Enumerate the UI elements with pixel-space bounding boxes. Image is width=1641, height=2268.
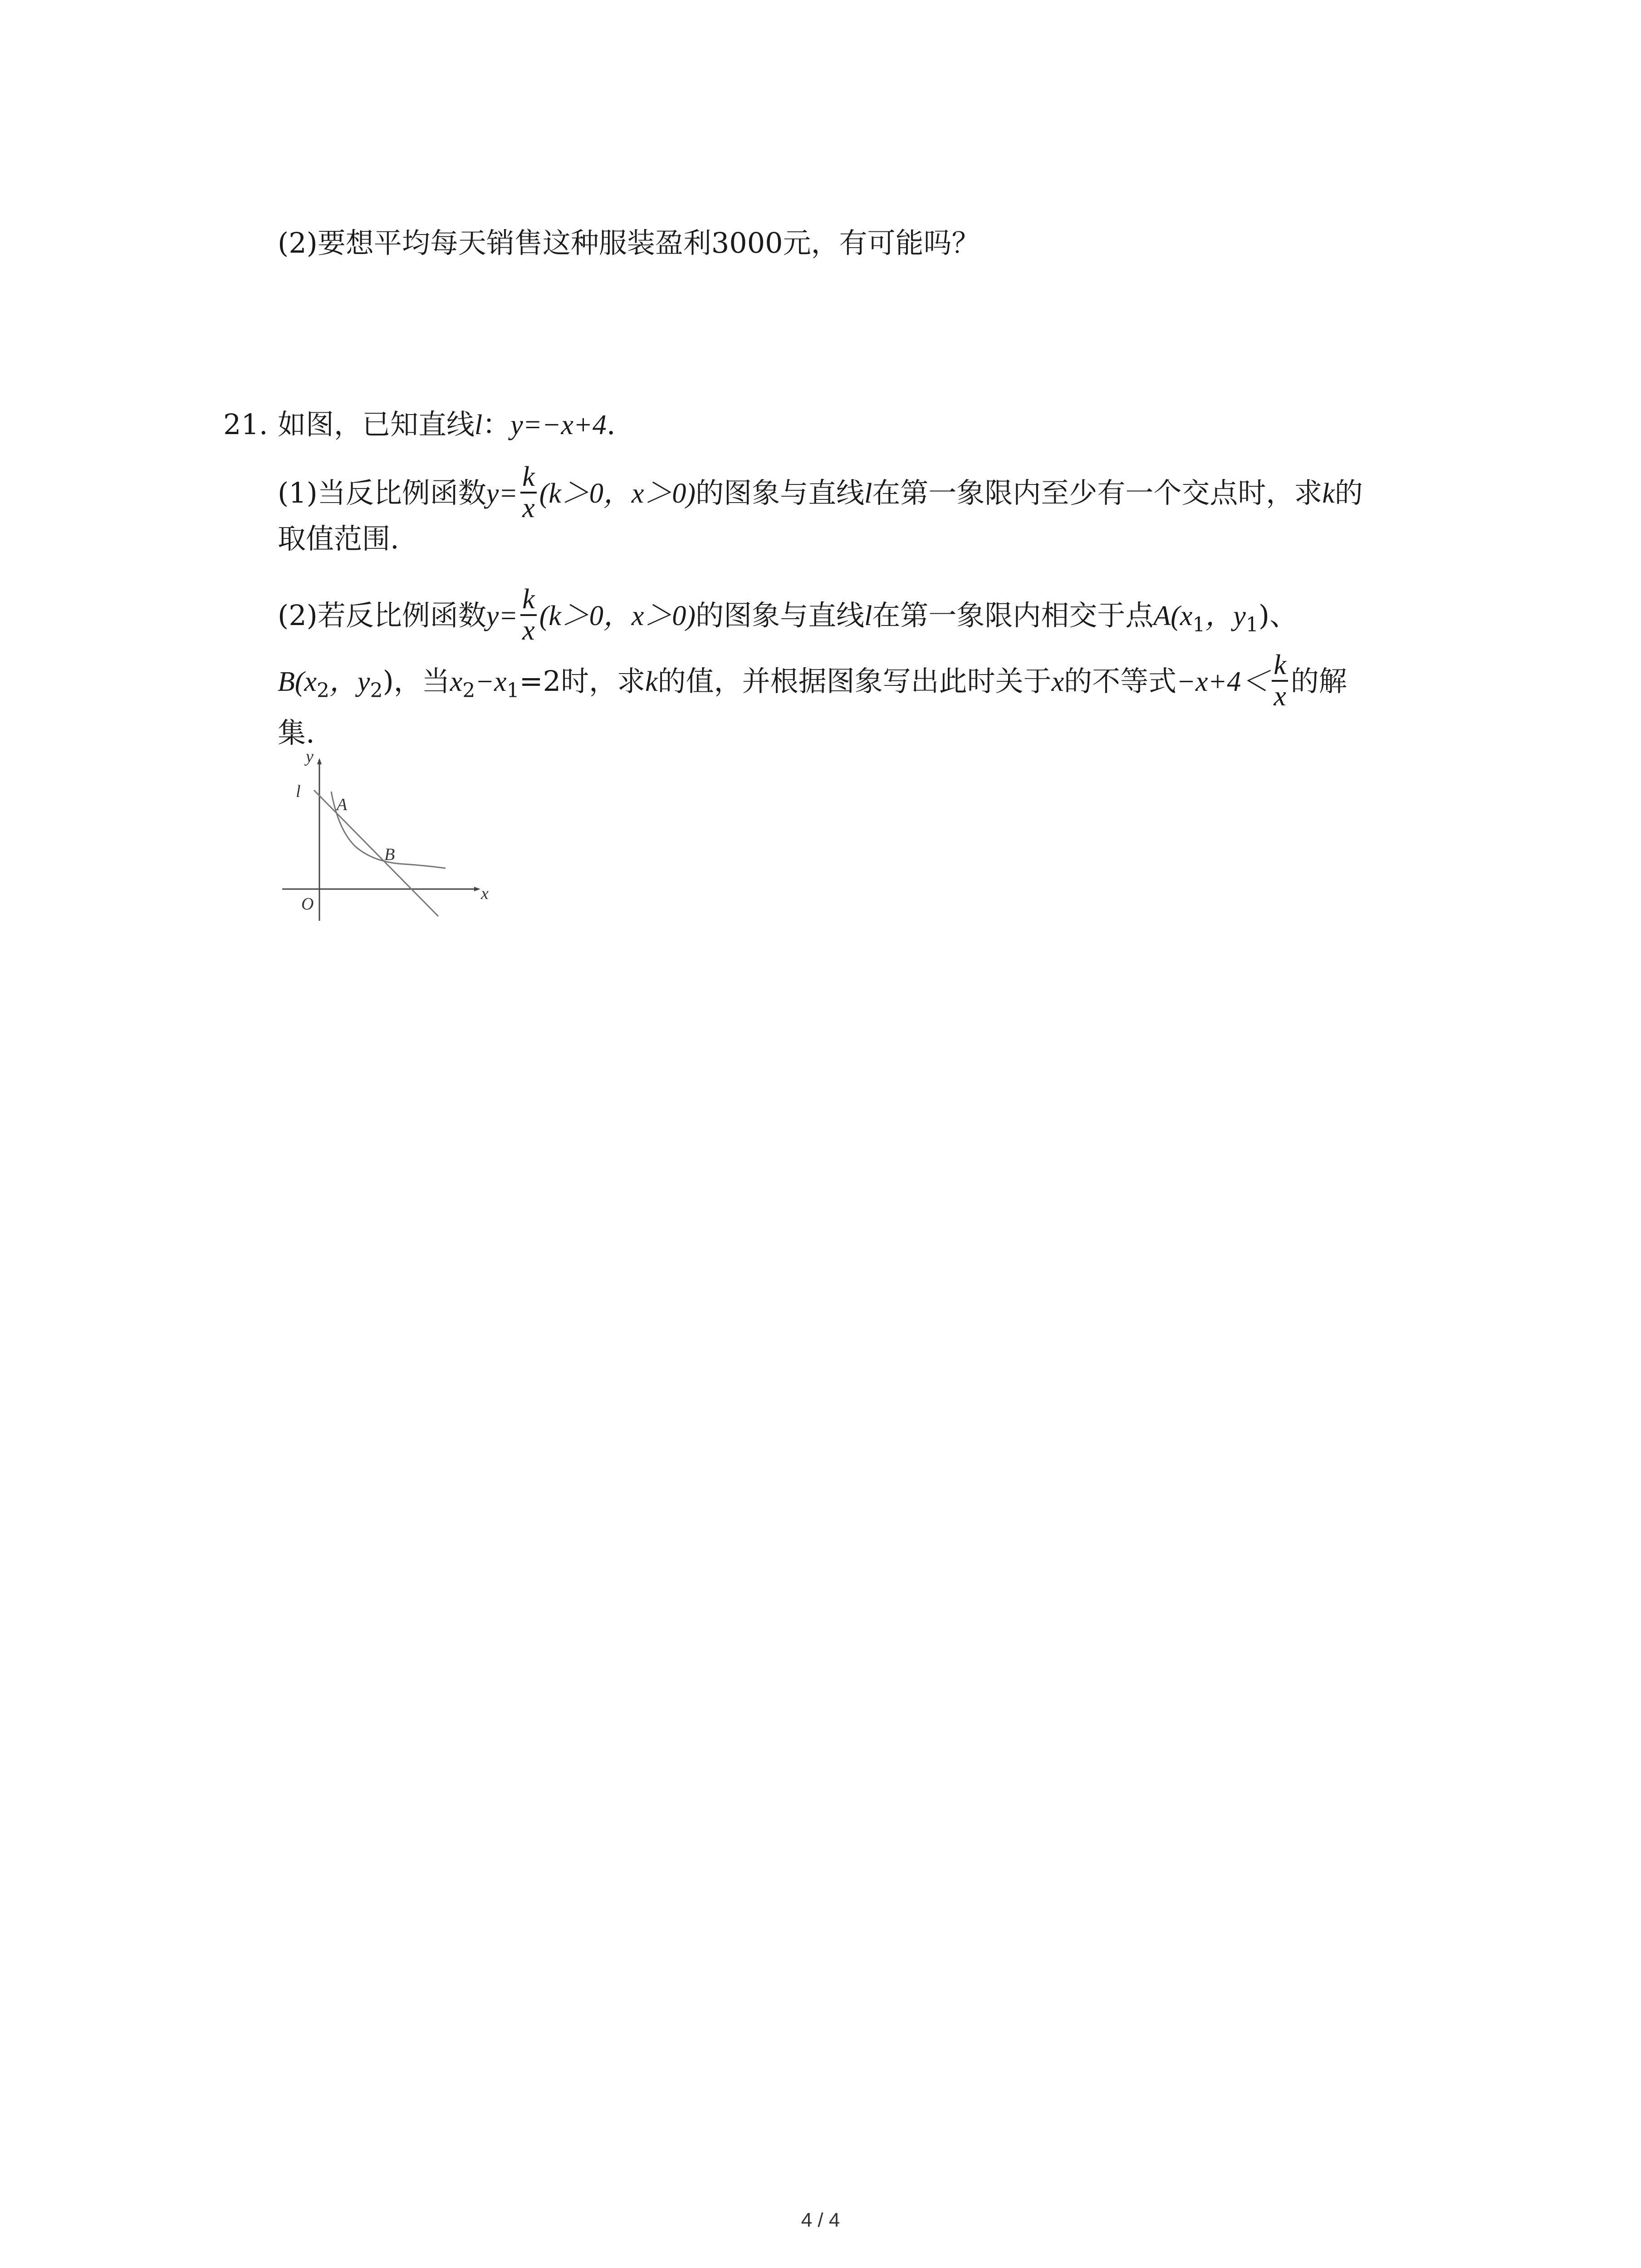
- fraction-k-over-x: $\frac{k}{x}$: [520, 585, 537, 645]
- point-label-a: A: [337, 795, 348, 814]
- axis-label-x: x: [481, 884, 489, 903]
- q21-part2-line1: (2)若反比例函数y= $\frac{k}{x}$ (k＞0，x＞0)的图象与直线l在第一象限内相交于点$A(x_1$，$y_1$)、: [278, 584, 1298, 646]
- fraction-k-over-x: $\frac{k}{x}$: [520, 462, 537, 523]
- q21-intro: 如图，已知直线l：y=−x+4.: [278, 408, 616, 441]
- page-number: 4 / 4: [801, 2209, 840, 2231]
- axis-label-y: y: [306, 753, 314, 766]
- q21-part1-line1: (1)当反比例函数y= $\frac{k}{x}$ (k＞0，x＞0)的图象与直线l在第一象限内至少有一个交点时，求k的: [278, 461, 1363, 524]
- q21-part2-line2: $B(x_2$，$y_2$)，当$x_2-x_1=2$时，求k的值，并根据图象写出此时关于x的不等式−x+4＜ $\frac{k}{x}$ 的解: [278, 650, 1347, 712]
- line-l: [314, 790, 438, 916]
- q20-part2: (2)要想平均每天销售这种服装盈利3000元，有可能吗？: [278, 226, 980, 259]
- q21-part1-line2: 取值范围.: [278, 522, 399, 555]
- point-label-b: B: [384, 845, 395, 864]
- line-label-l: l: [296, 782, 301, 801]
- q21-part2-line3: 集.: [278, 716, 315, 749]
- graph-figure: [278, 753, 505, 925]
- origin-label: O: [301, 894, 314, 914]
- fraction-k-over-x: $\frac{k}{x}$: [1272, 650, 1288, 711]
- q21-number: 21.: [223, 408, 268, 441]
